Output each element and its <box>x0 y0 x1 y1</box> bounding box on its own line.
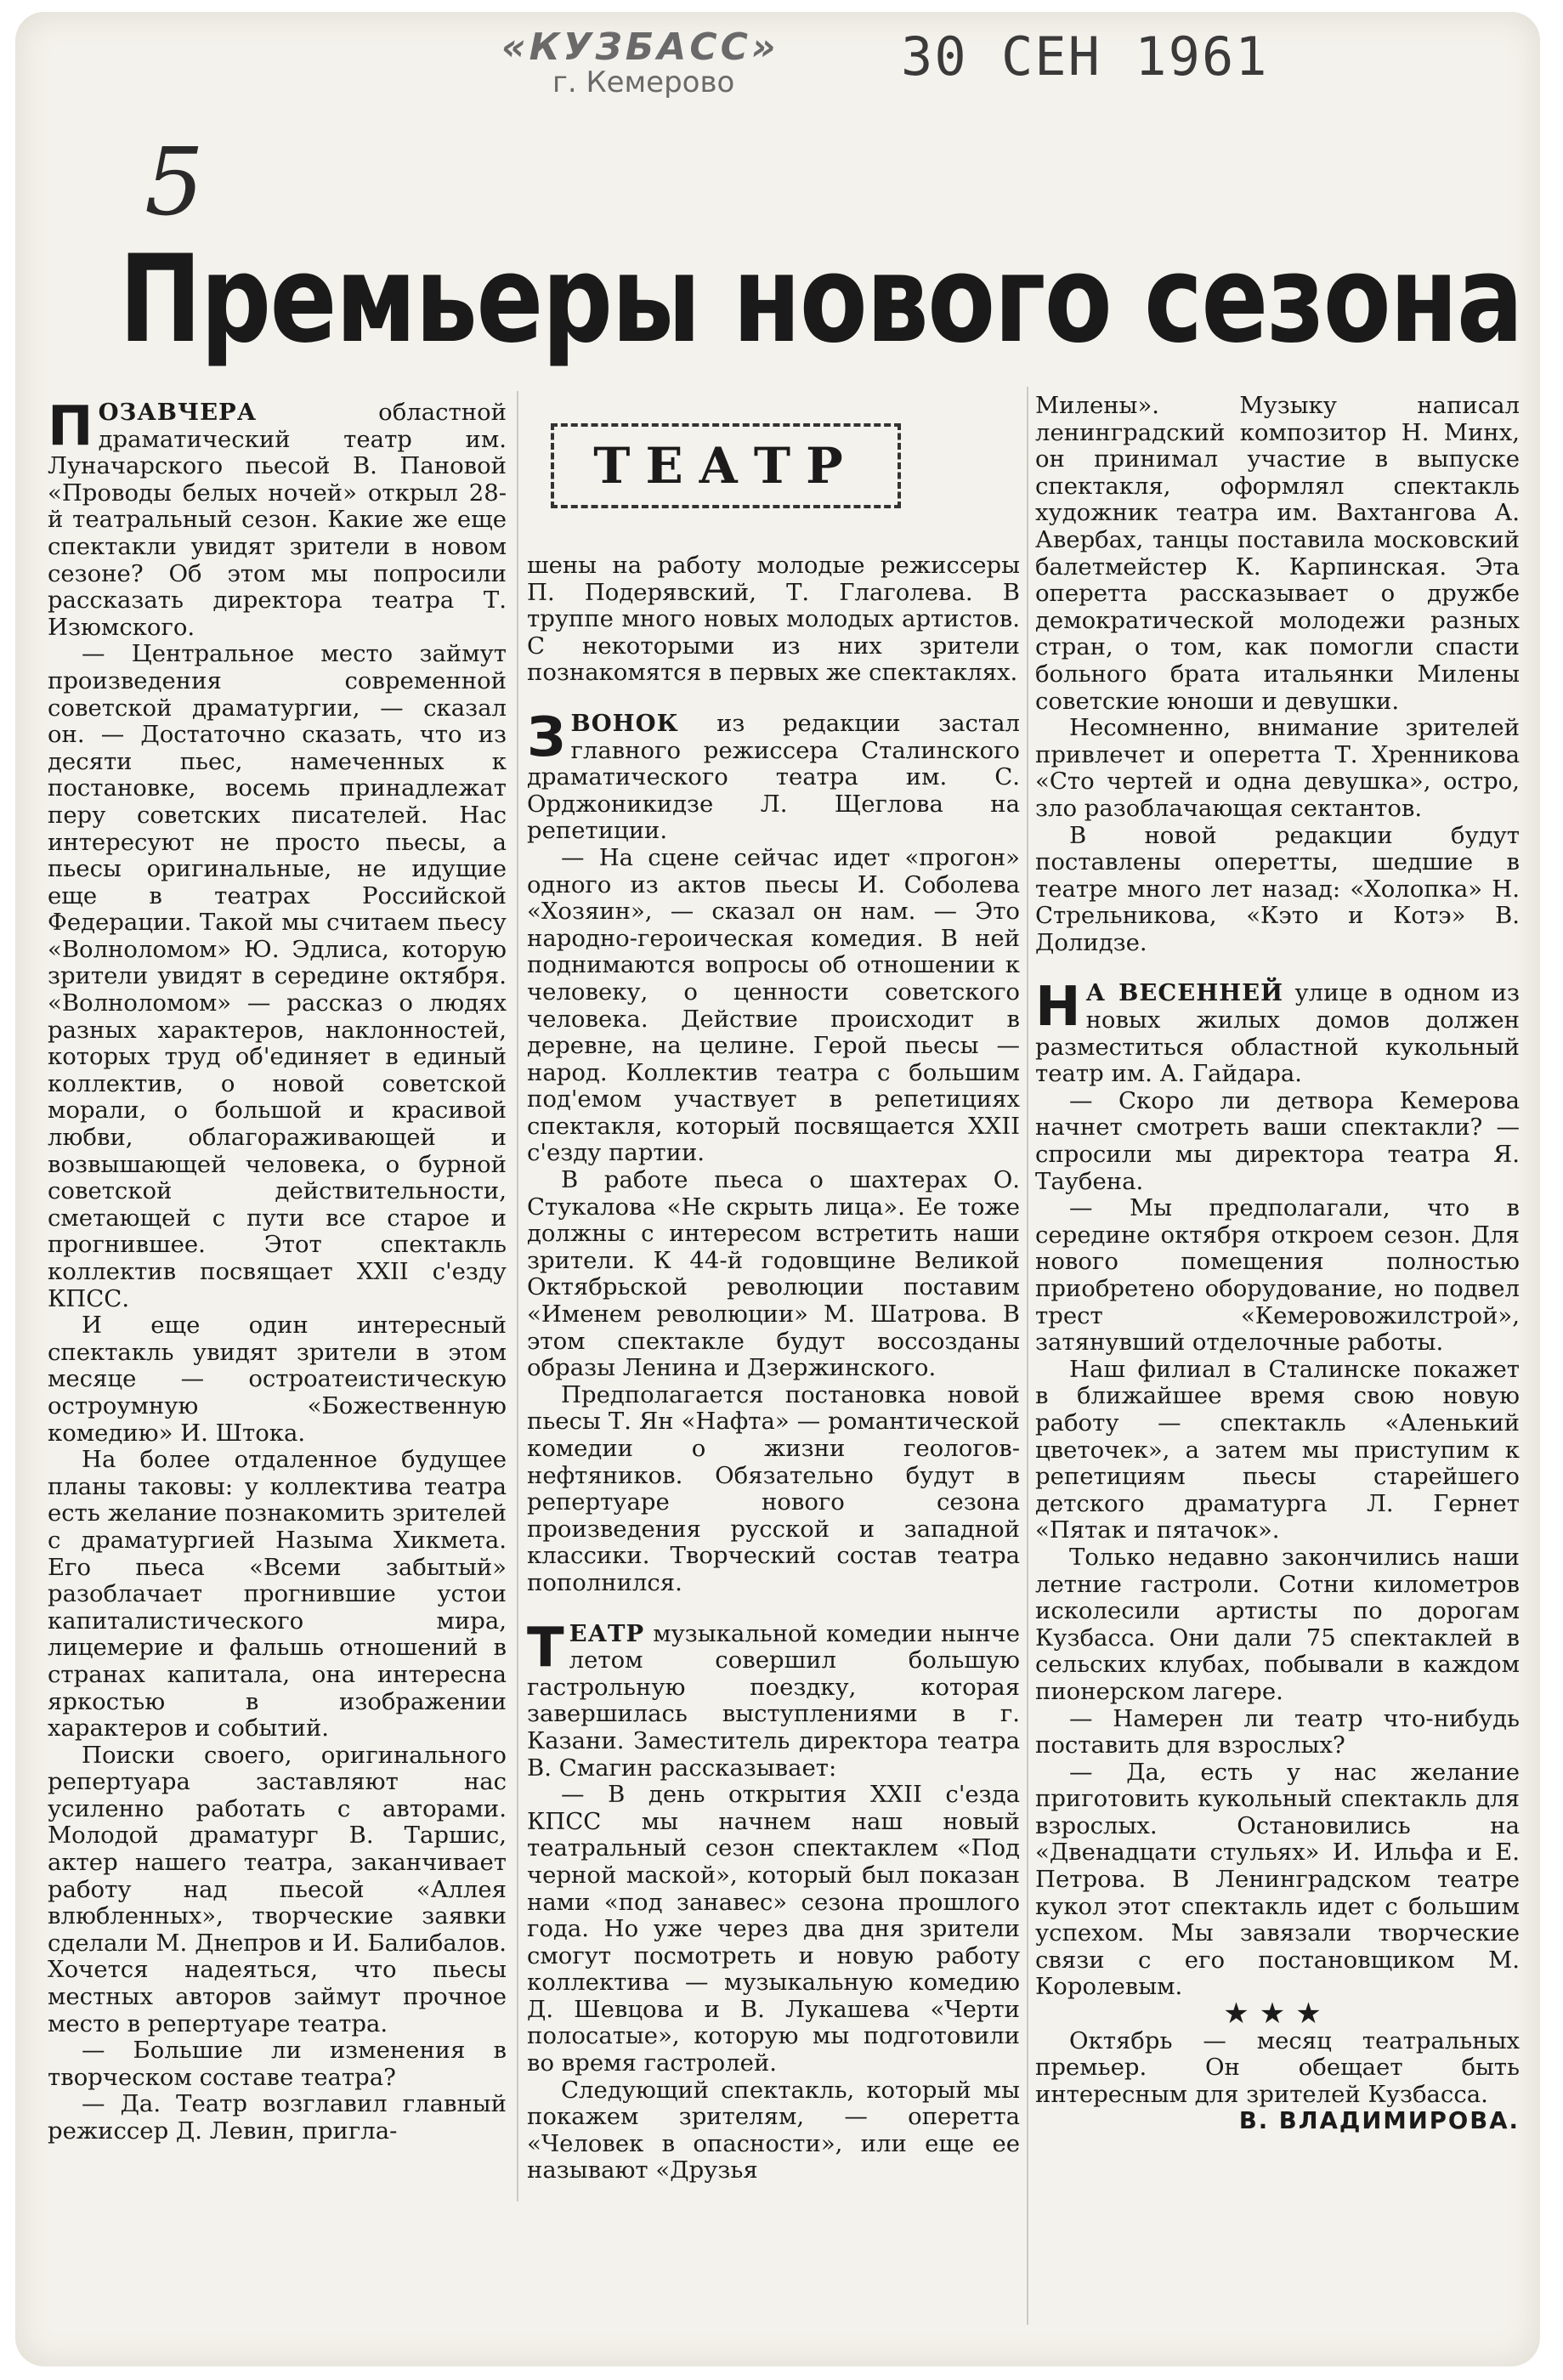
rubric-box: ТЕАТР <box>551 423 901 508</box>
stamp-city: г. Кемерово <box>552 65 735 99</box>
stamp-newspaper-name: «КУЗБАСС» <box>501 26 779 69</box>
paragraph-text: областной драматический театр им. Луначарского пьесой В. Пановой «Проводы белых ночей» открыл 28-й театральный сезон. Какие же еще спектакли увидят зрители в новом сезоне? Об этом мы попросили рассказать директора театра Т. Изюмского. <box>48 399 507 641</box>
paragraph <box>527 1616 1020 1782</box>
paragraph: Наш филиал в Сталинске покажет в ближайшее время свою новую работу — спектакль «Аленький цветочек», а затем мы приступим к репетициям пьесы старейшего детского драматурга Л. Гернет «Пятак и пятачок». <box>1035 1355 1520 1544</box>
paragraph: — Да, есть у нас желание приготовить кукольный спектакль для взрослых. Остановились на «Двенадцати стульях» И. Ильфа и Е. Петрова. В Ленинградском театре кукол этот спектакль идет с большим успехом. Мы завязали творческие связи с его постановщиком М. Королевым. <box>1035 1758 1520 2001</box>
paragraph: — Намерен ли театр что-нибудь поставить для взрослых? <box>1035 1704 1520 1760</box>
drop-cap: П <box>48 395 93 458</box>
article-column-2 <box>527 552 1020 2184</box>
paragraph: — На сцене сейчас идет «прогон» одного из актов пьесы И. Соболева «Хозяин», — сказал он нам. — Это народно-героическая комедия. В ней поднимаются вопросы об отношении к человеку, о ценности советского человека. Действие происходит в деревне, на целине. Герой пьесы — народ. Коллектив театра с большим под'емом участвует в репетициях спектакля, который посвящается XXII с'езду партии. <box>527 843 1020 1167</box>
paragraph: — Большие ли изменения в творческом составе театра? <box>48 2037 507 2091</box>
newspaper-stamp <box>501 26 779 99</box>
headline: Премьеры нового сезона <box>119 230 1522 370</box>
author-signature: В. ВЛАДИМИРОВА. <box>1238 2107 1520 2135</box>
paragraph: Милены». Музыку написал ленинградский композитор Н. Минх, он принимал участие в выпуске спектакля, оформлял спектакль художник театра им. Вахтангова А. Авербах, танцы поставила московский балетмейстер К. Карпинская. Эта оперетта рассказывает о дружбе демократической молодежи разных стран, о том, как помогли спасти больного брата итальянки Милены советские юноши и девушки. <box>1035 392 1520 715</box>
paragraph: В новой редакции будут поставлены оперетты, шедшие в театре много лет назад: «Холопка» Н. Стрельникова, «Кэто и Котэ» В. Долидзе. <box>1035 821 1520 956</box>
drop-cap: З <box>527 706 566 769</box>
paragraph: — В день открытия XXII с'езда КПСС мы начнем наш новый театральный сезон спектаклем «Под черной маской», который был показан нами «под занавес» сезона прошлого года. Но уже через два дня зрители смогут посмотреть и новую работу коллектива — музыкальную комедию Д. Шевцова и В. Лукашева «Черти полосатые», которую мы подготовили во время гастролей. <box>527 1781 1020 2077</box>
paragraph: Несомненно, внимание зрителей привлечет и оперетта Т. Хренникова «Сто чертей и одна девушка», остро, зло разоблачающая сектантов. <box>1035 714 1520 822</box>
paragraph: шены на работу молодые режиссеры П. Подерявский, Т. Глаголева. В труппе много новых молодых артистов. С некоторыми из них зрители познакомятся в первых же спектаклях. <box>527 552 1020 687</box>
paragraph <box>527 706 1020 845</box>
paragraph: — Центральное место займут произведения современной советской драматургии, — сказал он. — Достаточно сказать, что из десяти пьес, намеченных к постановке, восемь принадлежат перу советских писателей. Нас интересуют не просто пьесы, а пьесы оригинальные, не идущие еще в театрах Российской Федерации. Такой мы считаем пьесу «Волноломом» Ю. Эдлиса, которую зрители увидят в середине октября. «Волноломом» — рассказ о людях разных характеров, наклонностей, которых труд об'единяет в единый коллектив, о новой советской морали, о большой и красивой любви, облагораживающей и возвышающей человека, о бурной советской действительности, сметающей с пути все старое и прогнившее. Этот спектакль коллектив посвящает XXII с'езду КПСС. <box>48 640 507 1312</box>
lead-caps: ВОНОК <box>570 709 679 737</box>
paragraph: Следующий спектакль, который мы покажем зрителям, — оперетта «Человек в опасности», или еще ее называют «Друзья <box>527 2076 1020 2184</box>
date-stamp: 30 СЕН 1961 <box>901 26 1269 88</box>
paragraph: Поиски своего, оригинального репертуара заставляют нас усиленно работать с авторами. Молодой драматург В. Таршис, актер нашего театра, заканчивает работу над пьесой «Аллея влюбленных», творческие заявки сделали М. Днепров и И. Балибалов. Хочется надеяться, что пьесы местных авторов займут прочное место в репертуаре театра. <box>48 1741 507 2037</box>
paragraph-text: музыкальной комедии нынче летом совершил большую гастрольную поездку, которая завершилась выступлениями в г. Казани. Заместитель директора театра В. Смагин рассказывает: <box>527 1619 1020 1782</box>
drop-cap: Т <box>527 1616 564 1680</box>
paragraph: Только недавно закончились наши летние гастроли. Сотни километров исколесили артисты по дорогам Кузбасса. Они дали 75 спектаклей в сельских клубах, побывали в каждом пионерском лагере. <box>1035 1543 1520 1705</box>
paragraph: На более отдаленное будущее планы таковы: у коллектива театра есть желание познакомить зрителей с драматургией Назыма Хикмета. Его пьеса «Всеми забытый» разоблачает прогнившие устои капиталистического мира, лицемерие и фальшь отношений в странах капитала, она интересна яркостью в изображении характеров и событий. <box>48 1446 507 1742</box>
paragraph: — Мы предполагали, что в середине октября откроем сезон. Для нового помещения полностью приобретено оборудование, но подвел трест «Кемеровожилстрой», затянувший отделочные работы. <box>1035 1194 1520 1357</box>
paragraph <box>48 395 507 641</box>
paragraph: И еще один интересный спектакль увидят зрители в этом месяце — остроатеистическую острoумную «Божественную комедию» И. Штока. <box>48 1312 507 1447</box>
paragraph: — Скоро ли детвора Кемерова начнет смотреть ваши спектакли? — спросили мы директора театра Я. Таубена. <box>1035 1086 1520 1195</box>
article-column-3 <box>1035 393 1520 2135</box>
paragraph: Октябрь — месяц театральных премьер. Он обещает быть интересным для зрителей Кузбасса. <box>1035 2026 1520 2108</box>
drop-cap: Н <box>1035 976 1081 1040</box>
stars-separator: ★★★ <box>1223 1997 1332 2032</box>
lead-caps: ОЗАВЧЕРА <box>98 399 258 426</box>
paragraph-text: улице в одном из новых жилых домов должен разместиться областной кукольный театр им. А. Гайдара. <box>1035 979 1520 1088</box>
paragraph-text: из редакции застал главного режиссера Сталинского драматического театра им. С. Орджоникидзе Л. Щеглова на репетиции. <box>527 709 1020 845</box>
paragraph: Предполагается постановка новой пьесы Т. Ян «Нафта» — романтической комедии о жизни геологов-нефтяников. Обязательно будут в репертуаре нового сезона произведения русской и западной классики. Творческий состав театра пополнился. <box>527 1380 1020 1596</box>
lead-caps: ЕАТР <box>569 1619 645 1647</box>
paragraph <box>1035 976 1520 1088</box>
lead-caps: А ВЕСЕННЕЙ <box>1085 979 1284 1007</box>
article-column-1 <box>48 395 507 2145</box>
column-divider <box>1027 387 1028 2325</box>
handwritten-number: 5 <box>144 128 204 236</box>
paragraph: В работе пьеса о шахтерах О. Стукалова «Не скрыть лица». Ее тоже должны с интересом встретить наши зрители. К 44-й годовщине Великой Октябрьской революции поставим «Именем революции» М. Шатрова. В этом спектакле будут воссозданы образы Ленина и Дзержинского. <box>527 1166 1020 1382</box>
column-divider <box>517 391 518 2202</box>
paragraph: — Да. Театр возглавил главный режиссер Д. Левин, пригла- <box>48 2090 507 2145</box>
